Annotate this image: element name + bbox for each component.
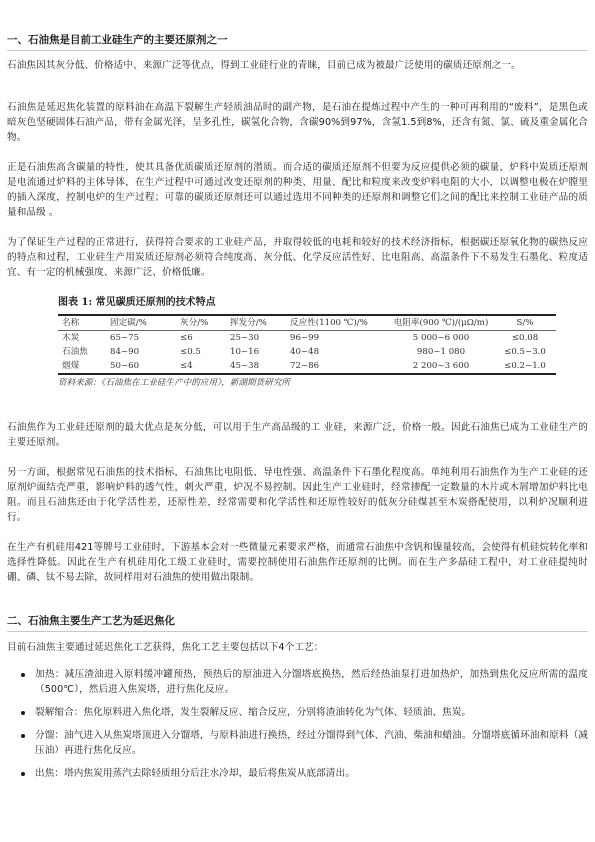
table-cell: 72~86 (290, 361, 320, 371)
table-row (58, 345, 556, 359)
list-item (7, 728, 588, 758)
table-cell: 25~30 (230, 333, 260, 343)
paragraph-6: 另一方面，根据常见石油焦的技术指标，石油焦比电阻低、导电性强、高温条件下石墨化程度高。单纯利用石油焦作为生产工业硅的还原剂炉面结壳严重，影响炉料的透气性，刺火严重，炉况不易控制。因此生产工业硅时，经常掺配一定数量的木片或木屑增加炉料比电阻。而且石油焦还由于化学活性差，还原性差，经常需要和化学活性和还原性较好的低灰分硅煤甚至木炭搭配使用，以利炉况顺利进行。 (7, 467, 588, 523)
table-header-cell: 挥发分/% (230, 318, 267, 328)
list-item (7, 667, 588, 697)
paragraph-8: 目前石油焦主要通过延迟焦化工艺获得，焦化工艺主要包括以下4个工艺： (7, 642, 324, 653)
section-heading-1: 一、石油焦是目前工业硅生产的主要还原剂之一 (7, 33, 588, 51)
figure-table (58, 314, 556, 375)
table-header-cell: 电阻率(900 ℃)/(μΩ/m) (393, 318, 489, 328)
table-cell: ≤6 (180, 333, 193, 343)
table-cell: 2 200~3 600 (412, 361, 470, 371)
process-list (7, 667, 588, 789)
paragraph-4: 为了保证生产过程的正常进行，获得符合要求的工业硅产品，并取得较低的电耗和较好的技术经济指标，根据碳还原氧化物的碳热反应的特点和过程，工业硅生产用炭质还原剂必须符合纯度高、灰分低、化学反应活性好、比电阻高、高温条件下不易发生石墨化、粒度适宜、有一定的机械强度、来源广泛、价格低廉。 (7, 237, 588, 278)
table-row (58, 359, 556, 373)
paragraph-7: 在生产有机硅用421等牌号工业硅时，下游基本会对一些微量元素要求严格，而通常石油焦中含钒和镍量较高，会使得有机硅烷转化率和选择性降低。因此在生产有机硅用化工级工业硅时，需要控制使用石油焦作还原剂的比例。而在生产多晶硅工程中，对工业硅提纯时硼、磷、钛不易去除，故同样用对石油焦的使用做出限制。 (7, 542, 588, 583)
list-item-text: 裂解缩合：焦化原料进入焦化塔，发生裂解反应、缩合反应，分别将渣油转化为气体、轻质油、焦炭。 (35, 707, 472, 718)
list-item (7, 766, 588, 781)
table-cell: 980~1 080 (416, 347, 466, 357)
figure-source: 资料来源：《石油焦在工业硅生产中的应用》，新湖期货研究所 (58, 378, 291, 388)
table-header-cell: S/% (516, 318, 534, 328)
list-item-text: 分馏：油气进入从焦炭塔顶进入分馏塔，与原料油进行换热，经过分馏得到气体、汽油、柴油和蜡油。分馏塔底循环油和原料（减压油）再进行焦化反应。 (35, 730, 588, 756)
list-item (7, 705, 588, 720)
paragraph-5: 石油焦作为工业硅还原剂的最大优点是灰分低，可以用于生产高品级的工 业硅，来源广泛，价格一般。因此石油焦已成为工业硅生产的主要还原剂。 (7, 422, 588, 448)
table-cell: 5 000~6 000 (412, 333, 470, 343)
table-cell: ≤0.2~1.0 (504, 361, 546, 371)
paragraph-3: 正是石油焦高含碳量的特性，使其具备优质碳质还原剂的潜质。而合适的碳质还原剂不但要为反应提供必须的碳量，炉料中炭质还原剂是电流通过炉料的主体导体，在生产过程中可通过改变还原剂的种类、用量、配比和粒度来改变炉料电阻的大小，以调整电极在炉膛里的插入深度，控制电炉的生产过程；可靠的碳质还原剂还可以通过选用不同种类的还原剂和调整它们之间的配比来控制工业硅产品的质量和品级 。 (7, 162, 588, 218)
table-header-cell: 名称 (62, 318, 80, 328)
table-cell: 45~38 (230, 361, 260, 371)
table-cell: 50~60 (110, 361, 140, 371)
table-cell: 10~16 (230, 347, 260, 357)
table-header-row (58, 316, 556, 331)
table-row (58, 331, 556, 345)
table-cell: ≤0.5~3.0 (504, 347, 546, 357)
section-heading-2: 二、石油焦主要生产工艺为延迟焦化 (7, 614, 588, 632)
table-figure (58, 295, 556, 401)
table-header-cell: 灰分/% (180, 318, 209, 328)
table-cell: 65~75 (110, 333, 140, 343)
table-cell: 石油焦 (62, 347, 88, 357)
table-cell: 木炭 (62, 333, 80, 343)
paragraph-1: 石油焦因其灰分低、价格适中、来源广泛等优点，得到工业硅行业的青睐，目前已成为被最广泛使用的碳质还原剂之一。 (7, 60, 521, 71)
list-item-text: 加热：减压渣油进入原料缓冲罐预热，预热后的原油进入分馏塔底换热，然后经热油泵打进加热炉，加热到焦化反应所需的温度（500℃），然后进入焦炭塔，进行焦化反应。 (35, 669, 588, 695)
paragraph-2: 石油焦是延迟焦化装置的原料油在高温下裂解生产轻质油品时的副产物，是石油在提炼过程中产生的一种可再利用的“废料”，是黑色或暗灰色坚硬固体石油产品，带有金属光泽，呈多孔性，碳氢化合物，含碳90%到97%，含氢1.5到8%，还含有氮、氯、硫及重金属化合物。 (7, 102, 588, 143)
figure-title: 图表 1: 常见碳质还原剂的技术特点 (58, 297, 216, 308)
table-cell: ≤4 (180, 361, 193, 371)
table-header-cell: 固定碳/% (110, 318, 147, 328)
table-cell: ≤0.08 (511, 333, 539, 343)
list-item-text: 出焦：塔内焦炭用蒸汽去除轻质组分后注水冷却，最后将焦炭从底部清出。 (35, 768, 355, 779)
table-cell: 40~48 (290, 347, 320, 357)
table-cell: 烟煤 (62, 361, 80, 371)
table-cell: 84~90 (110, 347, 140, 357)
table-cell: 96~99 (290, 333, 320, 343)
table-cell: ≤0.5 (180, 347, 201, 357)
table-header-cell: 反应性(1100 ℃)/% (290, 318, 368, 328)
